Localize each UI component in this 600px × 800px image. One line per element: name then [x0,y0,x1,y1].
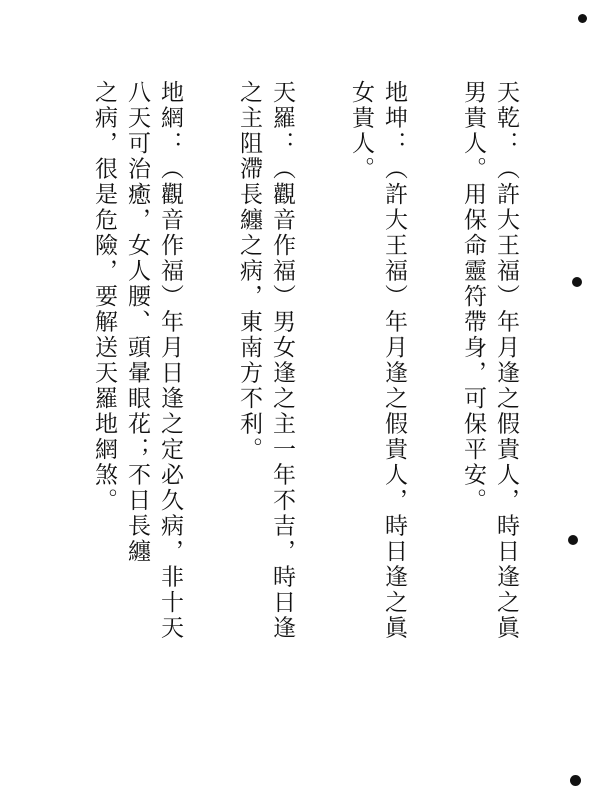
entry-diwang-line-1: 地網：（觀音作福）年月日逢之定必久病，非十天 [157,80,183,641]
binding-hole-mark [572,277,582,287]
entry-diwang-line-3: 之病，很是危險，要解送天羅地網煞。 [91,80,117,514]
entry-tianluo-line-1: 天羅：（觀音作福）男女逢之主一年不吉，時日逢 [269,80,295,641]
entry-tianluo-line-2: 之主阻滯長纏之病，東南方不利。 [236,80,262,463]
entry-dikun-line-2: 女貴人。 [348,80,374,182]
entry-tianqian-line-2: 男貴人。用保命靈符帶身，可保平安。 [460,80,486,514]
entry-diwang-line-2: 八天可治癒，女人腰、頭暈眼花；不日長纏 [124,80,150,565]
entry-dikun-line-1: 地坤：（許大王福）年月逢之假貴人，時日逢之眞 [381,80,407,641]
binding-hole-mark [570,775,581,786]
binding-hole-mark [578,14,587,23]
binding-hole-mark [568,535,578,545]
entry-tianqian-line-1: 天乾：（許大王福）年月逢之假貴人，時日逢之眞 [493,80,519,641]
